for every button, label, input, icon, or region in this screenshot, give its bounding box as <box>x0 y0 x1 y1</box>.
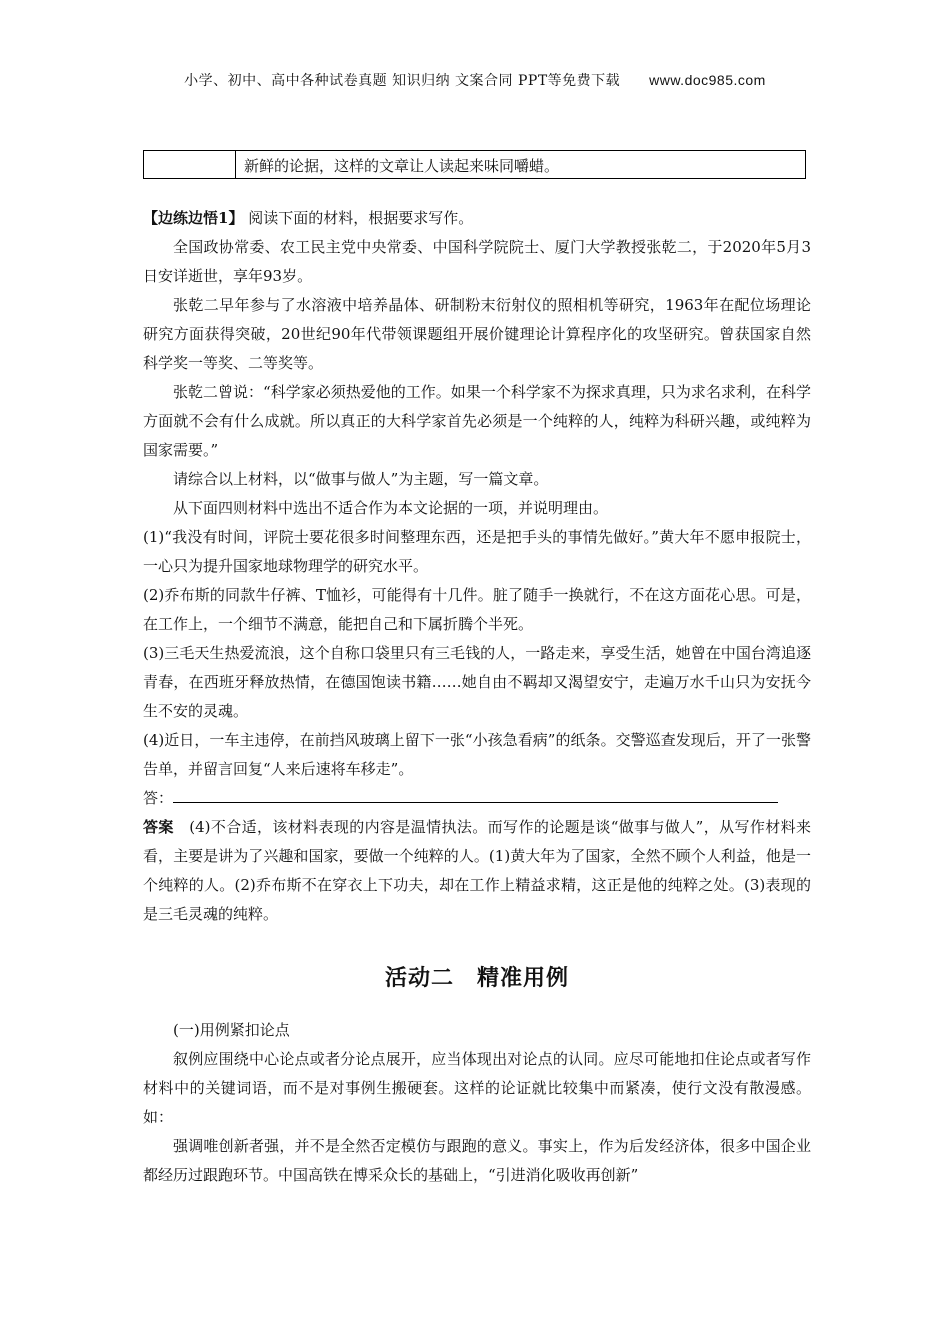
answer-blank <box>143 784 811 813</box>
main-content <box>143 204 811 1190</box>
option-item: (3)三毛天生热爱流浪，这个自称口袋里只有三毛钱的人，一路走来，享受生活，她曾在中国台湾追逐青春，在西班牙释放热情，在德国饱读书籍……她自由不羁却又渴望安宁，走遍万水千山只为安抚今生不安的灵魂。 <box>143 644 811 720</box>
answer-block <box>143 813 811 929</box>
answer-prompt: 答： <box>143 789 174 807</box>
table-cell-text: 新鲜的论据，这样的文章让人读起来味同嚼蜡。 <box>244 157 560 175</box>
answer-label: 答案 <box>143 818 174 836</box>
option-item: (2)乔布斯的同款牛仔裤、T恤衫，可能得有十几件。脏了随手一换就行，不在这方面花心思。可是，在工作上，一个细节不满意，能把自己和下属折腾个半死。 <box>143 586 811 633</box>
section-title: 活动二 精准用例 <box>384 965 569 991</box>
writing-prompt: 请综合以上材料，以“做事与做人”为主题，写一篇文章。 <box>173 470 549 488</box>
answer-line[interactable] <box>173 786 778 803</box>
exercise-label: 【边练边悟1】 <box>143 209 244 227</box>
section-subheading: (一)用例紧扣论点 <box>173 1021 290 1039</box>
material-paragraph: 张乾二早年参与了水溶液中培养晶体、研制粉末衍射仪的照相机等研究，1963年在配位场理论研究方面获得突破，20世纪90年代带领课题组开展价键理论计算程序化的攻坚研究。曾获国家自然科学奖一等奖、二等奖等。 <box>143 296 811 372</box>
question-prompt: 从下面四则材料中选出不适合作为本文论据的一项，并说明理由。 <box>173 499 609 517</box>
option-item: (4)近日，一车主违停，在前挡风玻璃上留下一张“小孩急看病”的纸条。交警巡查发现后，开了一张警告单，并留言回复“人来后速将车移走”。 <box>143 731 811 778</box>
material-paragraph: 张乾二曾说：“科学家必须热爱他的工作。如果一个科学家不为探求真理，只为求名求利，在科学方面就不会有什么成就。所以真正的大科学家首先必须是一个纯粹的人，纯粹为科研兴趣，或纯粹为国家需要。” <box>143 383 811 459</box>
exercise-heading <box>143 204 811 233</box>
material-paragraph: 全国政协常委、农工民主党中央常委、中国科学院院士、厦门大学教授张乾二，于2020年5月3日安详逝世，享年93岁。 <box>143 238 811 285</box>
option-item: (1)“我没有时间，评院士要花很多时间整理东西，还是把手头的事情先做好。”黄大年不愿申报院士，一心只为提升国家地球物理学的研究水平。 <box>143 528 811 575</box>
section-example: 强调唯创新者强，并不是全然否定模仿与跟跑的意义。事实上，作为后发经济体，很多中国企业都经历过跟跑环节。中国高铁在博采众长的基础上，“引进消化吸收再创新” <box>143 1137 811 1184</box>
answer-text: (4)不合适，该材料表现的内容是温情执法。而写作的论题是谈“做事与做人”，从写作材料来看，主要是讲为了兴趣和国家，要做一个纯粹的人。(1)黄大年为了国家，全然不顾个人利益，他是一个纯粹的人。(2)乔布斯不在穿衣上下功夫，却在工作上精益求精，这正是他的纯粹之处。(3)表现的是三毛灵魂的纯粹。 <box>143 818 811 923</box>
page-header <box>0 70 950 90</box>
table-fragment <box>143 150 806 179</box>
table-empty-cell <box>144 151 236 178</box>
section-paragraph: 叙例应围绕中心论点或者分论点展开，应当体现出对论点的认同。应尽可能地扣住论点或者写作材料中的关键词语，而不是对事例生搬硬套。这样的论证就比较集中而紧凑，使行文没有散漫感。如： <box>143 1050 811 1126</box>
exercise-instruction: 阅读下面的材料，根据要求写作。 <box>248 209 474 227</box>
header-site[interactable]: www.doc985.com <box>649 72 766 88</box>
header-text: 小学、初中、高中各种试卷真题 知识归纳 文案合同 PPT等免费下载 <box>184 73 621 89</box>
